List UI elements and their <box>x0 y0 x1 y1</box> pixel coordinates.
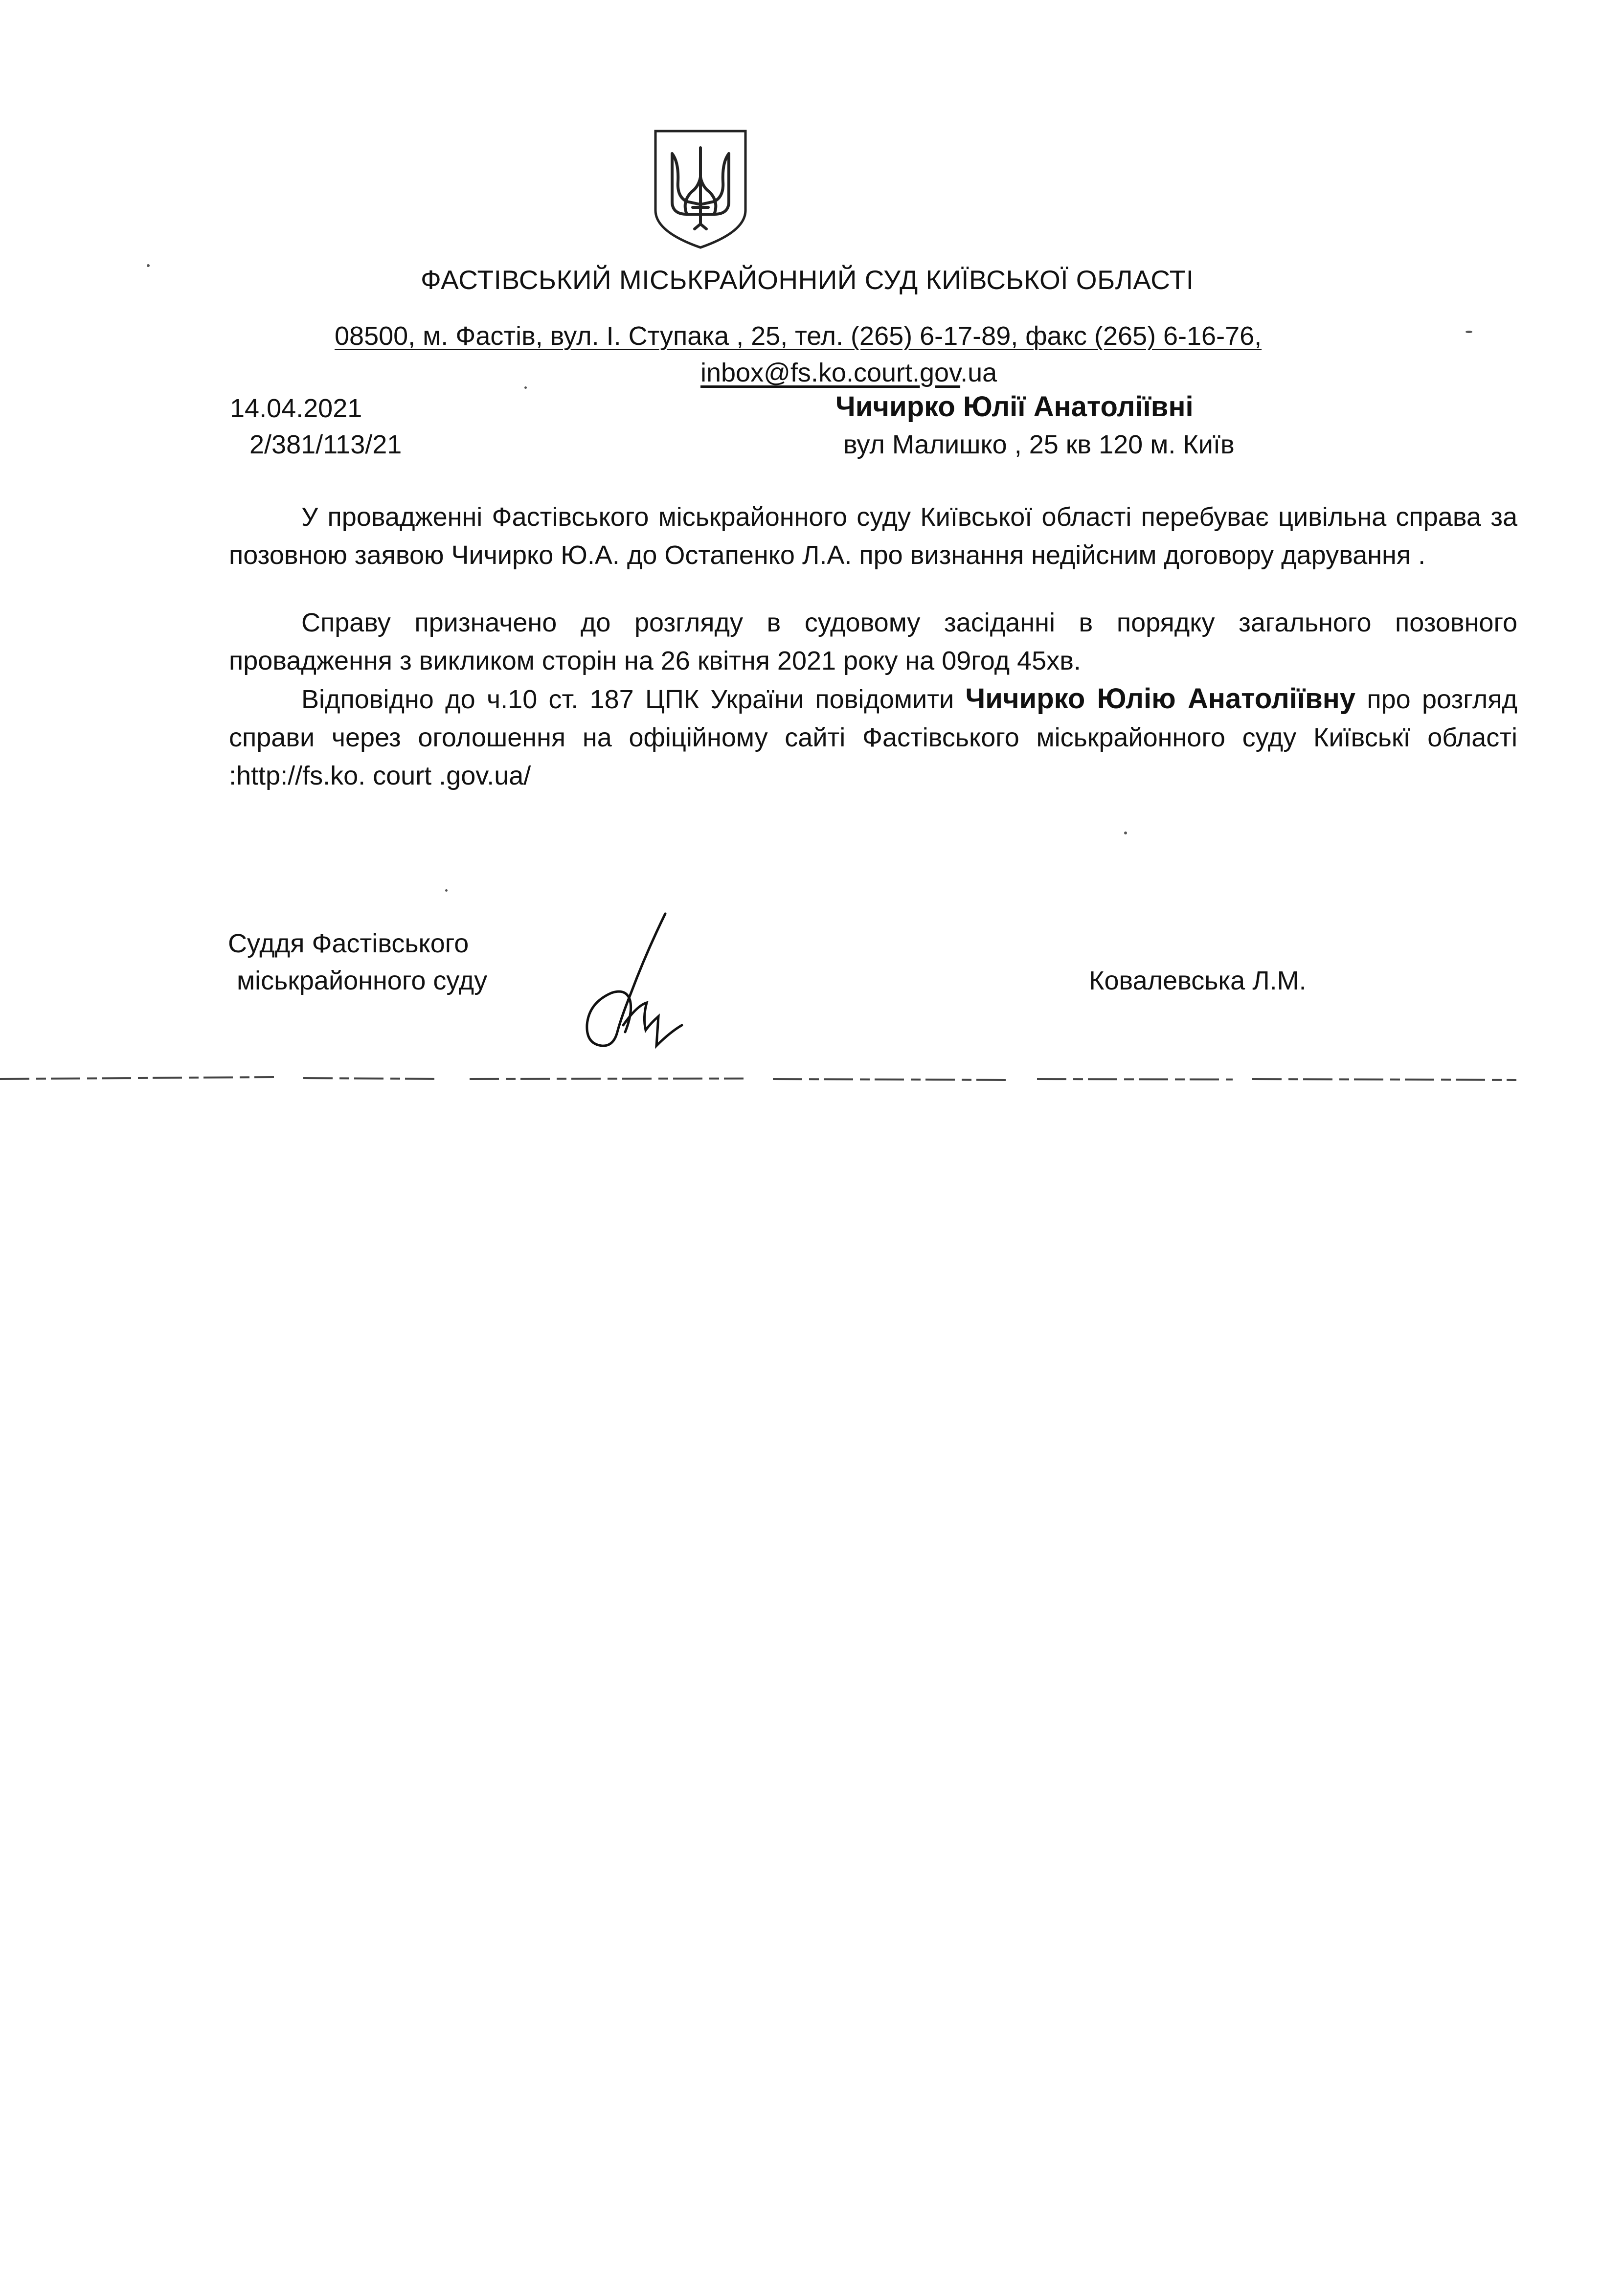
handwritten-signature-icon <box>572 910 690 1057</box>
body-paragraph-3-name: Чичирко Юлію Анатоліївну <box>965 683 1356 715</box>
letter-date: 14.04.2021 <box>230 394 362 423</box>
body-paragraph-3 <box>229 680 1517 795</box>
recipient-name: Чичирко Юлії Анатоліївні <box>835 391 1194 423</box>
body-paragraph-1 <box>229 498 1517 574</box>
trident-icon <box>653 128 748 250</box>
scan-speck <box>1466 331 1472 333</box>
court-name: ФАСТІВСЬКИЙ МІСЬКРАЙОННИЙ СУД КИЇВСЬКОЇ ОБЛАСТІ <box>421 265 1194 295</box>
scan-speck <box>524 386 527 389</box>
judge-name: Ковалевська Л.М. <box>1089 966 1307 995</box>
court-address: 08500, м. Фастів, вул. І. Ступака , 25, тел. (265) 6-17-89, факс (265) 6-16-76, <box>335 321 1262 351</box>
court-email-link[interactable]: inbox@fs.ko.court.gov <box>700 358 961 387</box>
judge-signature <box>572 910 690 1057</box>
body-paragraph-1-text: У провадженні Фастівського міськрайонного суду Київської області перебуває цивільна справа за позовною заявою Чичирко Ю.А. до Остапенко Л.А. про визнання недійсним договору дарування . <box>229 502 1517 570</box>
body-paragraph-3-rest: про розгляд справи через оголошення на офіційному сайті Фастівського міськрайонного суду Київськї області :http://fs.ko. court .gov.ua/ <box>229 685 1517 790</box>
judge-title-line1: Суддя Фастівського <box>228 929 469 958</box>
judge-title-line2: міськрайонного суду <box>237 966 488 995</box>
body-paragraph-2 <box>229 604 1517 680</box>
scan-speck <box>1124 832 1127 834</box>
court-email-line <box>700 360 997 386</box>
scan-fold-line <box>0 1074 1624 1084</box>
body-paragraph-2-text: Справу призначено до розгляду в судовому засіданні в порядку загального позовного провадження з викликом сторін на 26 квітня 2021 року на 09год 45хв. <box>229 608 1517 675</box>
court-email-tld: .ua <box>960 358 997 387</box>
court-emblem <box>653 128 748 250</box>
reference-number: 2/381/113/21 <box>249 430 402 459</box>
scan-speck <box>445 889 448 892</box>
recipient-address: вул Малишко , 25 кв 120 м. Київ <box>843 430 1235 459</box>
body-paragraph-3-lead: Відповідно до ч.10 ст. 187 ЦПК України повідомити <box>301 685 954 714</box>
scan-speck <box>147 264 150 267</box>
